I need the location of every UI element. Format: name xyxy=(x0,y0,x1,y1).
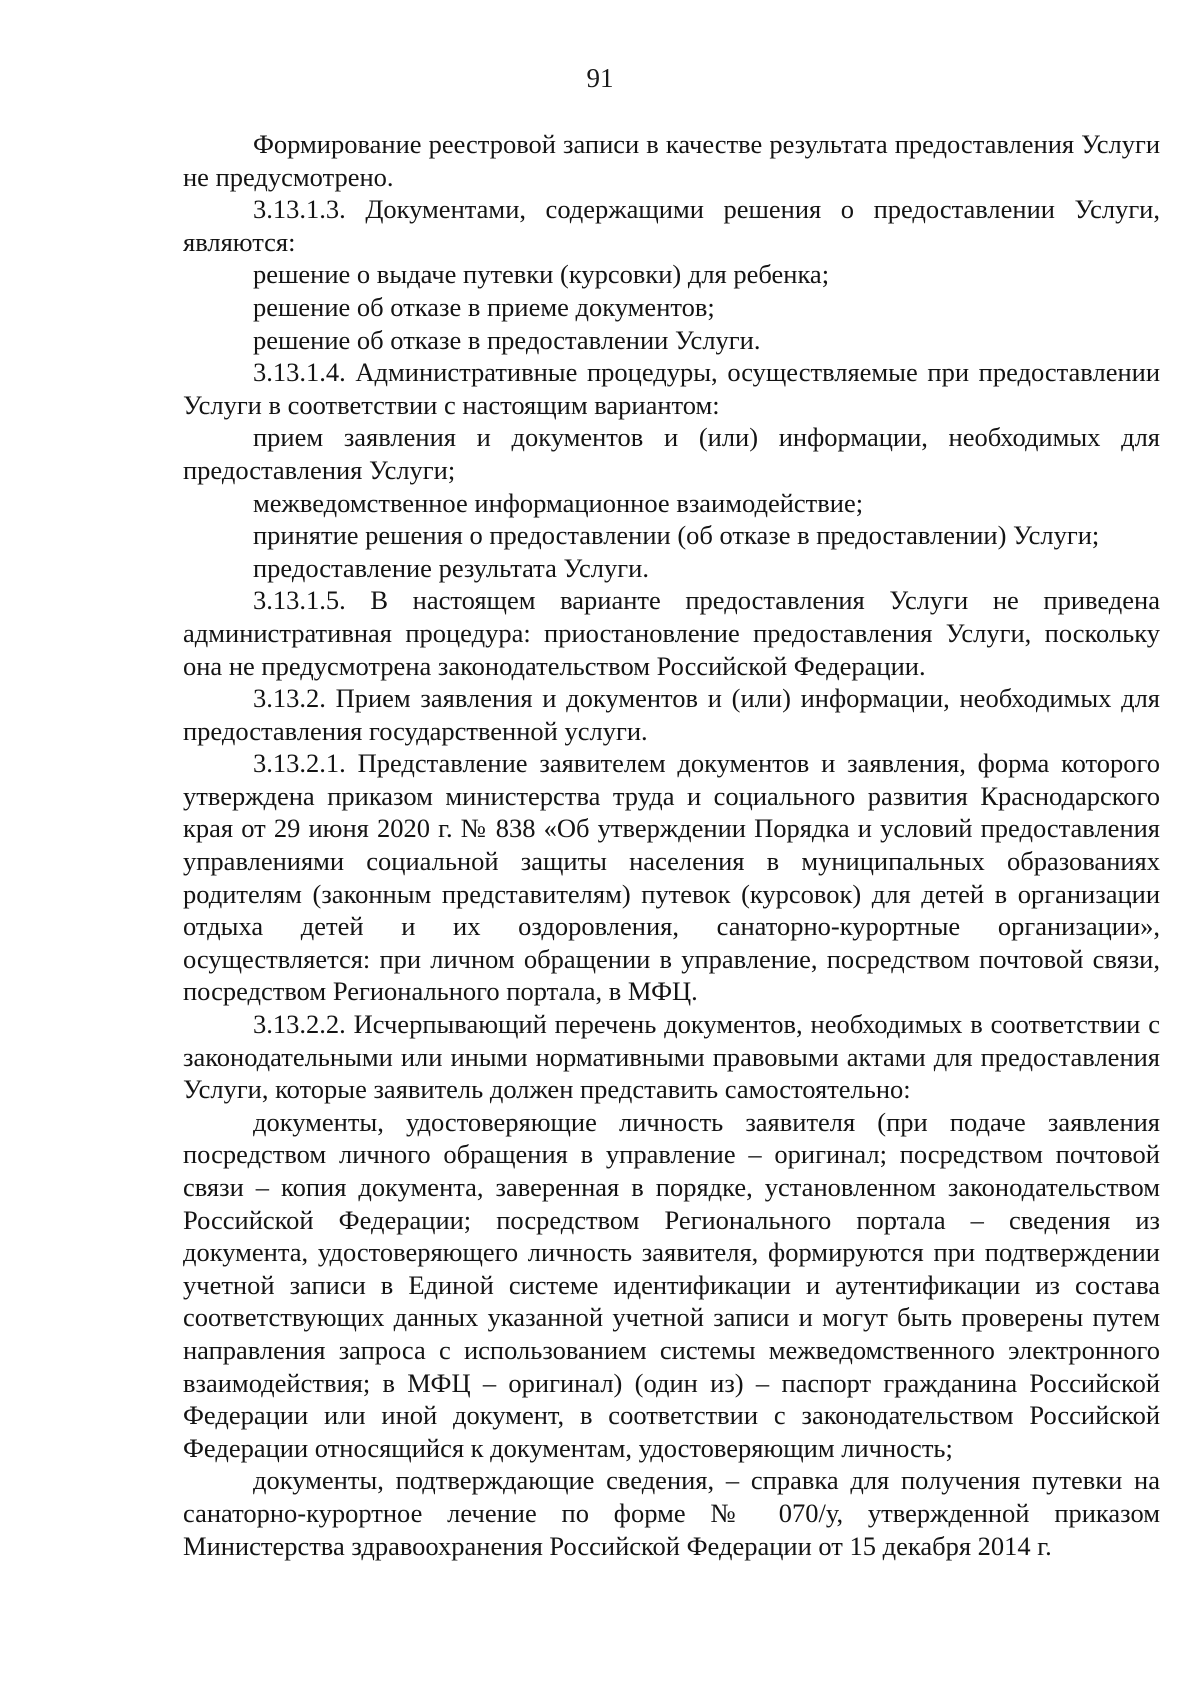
paragraph: решение о выдаче путевки (курсовки) для ребенка; xyxy=(253,259,830,290)
document-body xyxy=(183,128,1160,1562)
paragraph: 3.13.2.1. Представление заявителем документов и заявления, форма которого утверждена приказом министерства труда и социального развития Краснодарского края от 29 июня 2020 г. № 838 «Об утверждении Порядка и условий предоставления управлениями социальной защиты населения в муниципальных образованиях родителям (законным представителям) путевок (курсовок) для детей в организации отдыха детей и их оздоровления, санаторно-курортные организации», осуществляется: при личном обращении в управление, посредством почтовой связи, посредством Регионального портала, в МФЦ. xyxy=(183,748,1160,1007)
paragraph: 3.13.2. Прием заявления и документов и (или) информации, необходимых для предоставления государственной услуги. xyxy=(183,683,1160,746)
paragraph: решение об отказе в предоставлении Услуги. xyxy=(253,324,761,355)
paragraph: прием заявления и документов и (или) информации, необходимых для предоставления Услуги; xyxy=(183,422,1160,485)
paragraph: принятие решения о предоставлении (об отказе в предоставлении) Услуги; xyxy=(253,520,1100,551)
paragraph: межведомственное информационное взаимодействие; xyxy=(253,487,864,518)
paragraph: документы, удостоверяющие личность заявителя (при подаче заявления посредством личного обращения в управление – оригинал; посредством почтовой связи – копия документа, заверенная в порядке, установленном законодательством Российской Федерации; посредством Регионального портала – сведения из документа, удостоверяющего личность заявителя, формируются при подтверждении учетной записи в Единой системе идентификации и аутентификации из состава соответствующих данных указанной учетной записи и могут быть проверены путем направления запроса с использованием системы межведомственного электронного взаимодействия; в МФЦ – оригинал) (один из) – паспорт гражданина Российской Федерации или иной документ, в соответствии с законодательством Российской Федерации относящийся к документам, удостоверяющим личность; xyxy=(183,1106,1160,1463)
paragraph: 3.13.1.3. Документами, содержащими решения о предоставлении Услуги, являются: xyxy=(183,194,1160,257)
paragraph: решение об отказе в приеме документов; xyxy=(253,291,715,322)
paragraph: документы, подтверждающие сведения, – справка для получения путевки на санаторно-курортное лечение по форме № 070/у, утвержденной приказом Министерства здравоохранения Российской Федерации от 15 декабря 2014 г. xyxy=(183,1465,1160,1561)
paragraph: Формирование реестровой записи в качестве результата предоставления Услуги не предусмотрено. xyxy=(183,129,1160,192)
paragraph: 3.13.1.5. В настоящем варианте предоставления Услуги не приведена административная процедура: приостановление предоставления Услуги, поскольку она не предусмотрена законодательством Российской Федерации. xyxy=(183,585,1160,681)
paragraph: 3.13.1.4. Административные процедуры, осуществляемые при предоставлении Услуги в соответствии с настоящим вариантом: xyxy=(183,357,1160,420)
paragraph: 3.13.2.2. Исчерпывающий перечень документов, необходимых в соответствии с законодательными или иными нормативными правовыми актами для предоставления Услуги, которые заявитель должен представить самостоятельно: xyxy=(183,1009,1160,1105)
paragraph: предоставление результата Услуги. xyxy=(253,552,649,583)
page-number: 91 xyxy=(586,63,614,93)
